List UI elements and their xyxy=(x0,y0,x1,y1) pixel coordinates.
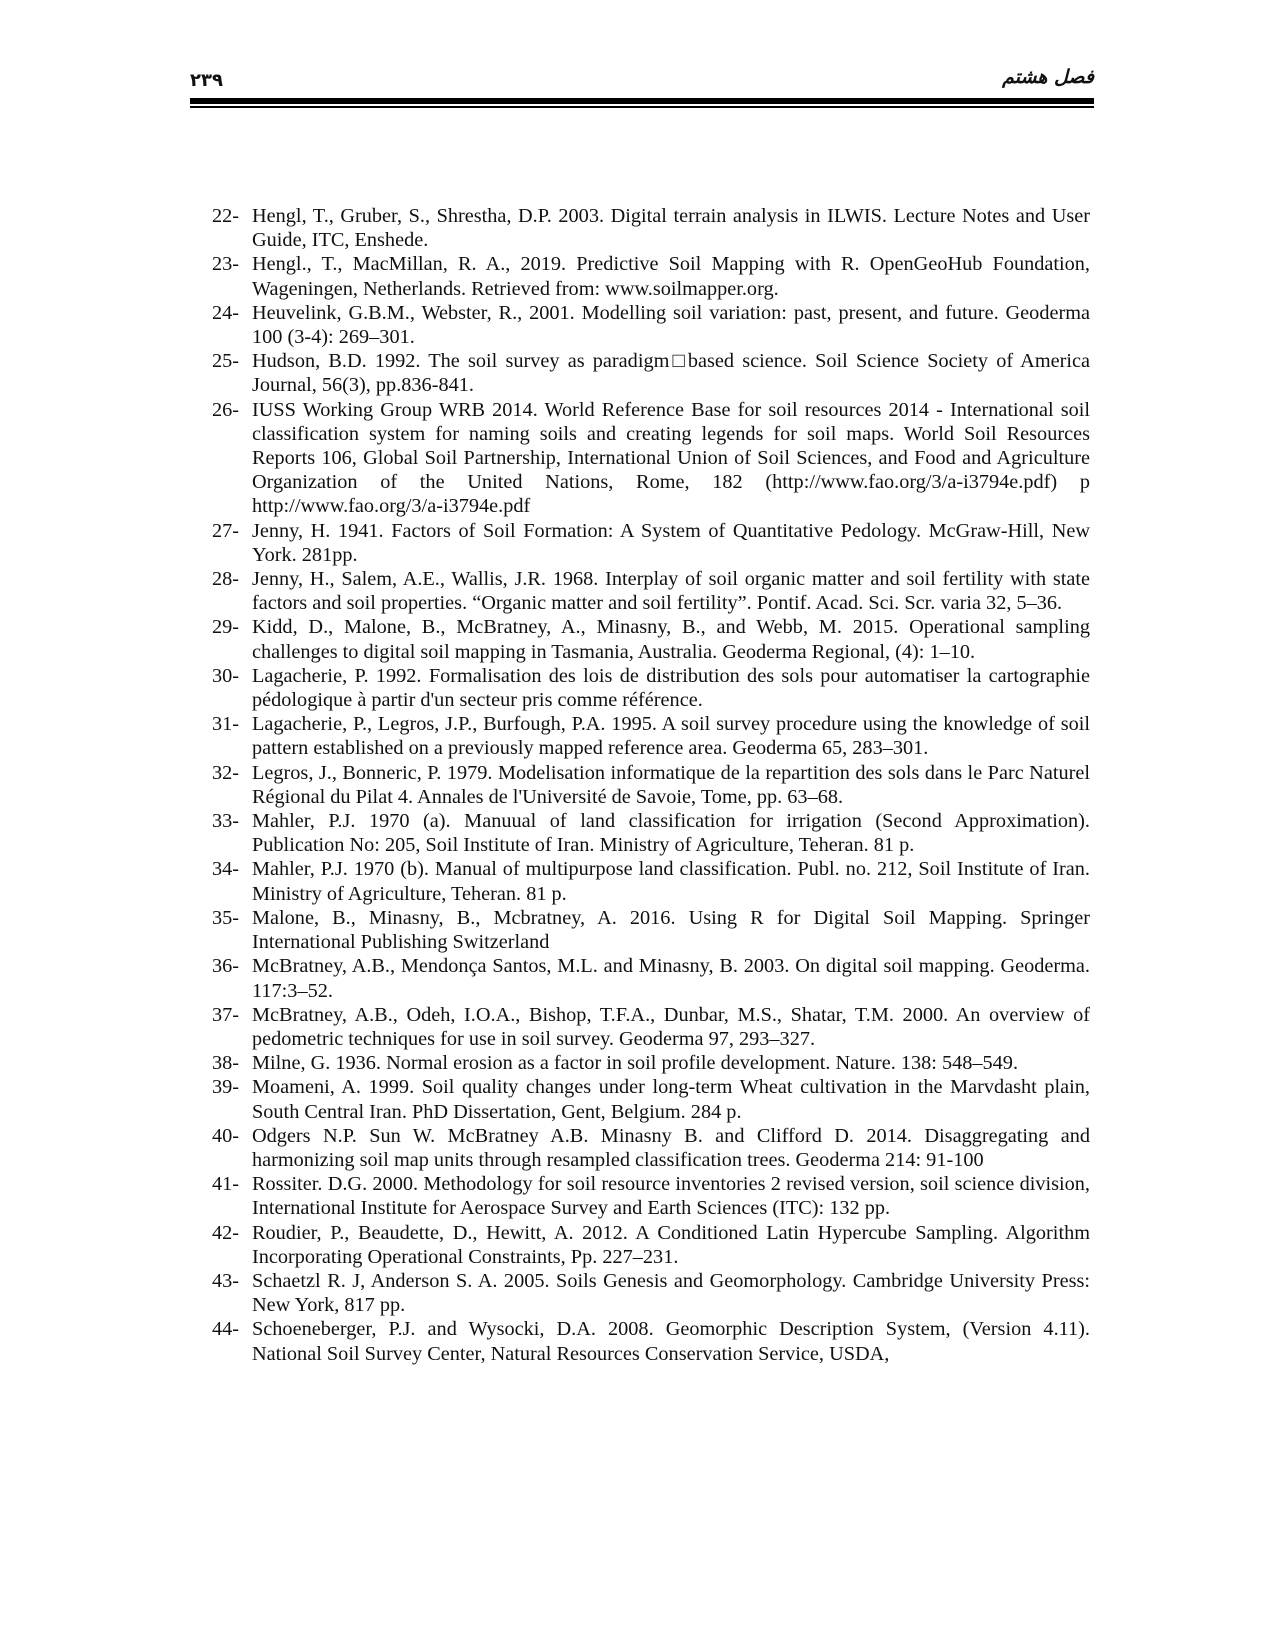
reference-number: 43- xyxy=(212,1269,240,1292)
reference-item xyxy=(212,906,1090,954)
reference-item xyxy=(212,204,1090,252)
reference-number: 24- xyxy=(212,301,240,324)
reference-item xyxy=(212,1051,1090,1075)
reference-number: 28- xyxy=(212,568,240,591)
reference-text: McBratney, A.B., Odeh, I.O.A., Bishop, T.F.A., Dunbar, M.S., Shatar, T.M. 2000. An overview of pedometric techniques for use in soil survey. Geoderma 97, 293–327. xyxy=(252,1003,1090,1050)
reference-item xyxy=(212,1075,1090,1123)
reference-item xyxy=(212,1172,1090,1220)
page-number: ۲۳۹ xyxy=(190,70,223,91)
reference-item xyxy=(212,1269,1090,1317)
reference-item xyxy=(212,712,1090,760)
reference-number: 26- xyxy=(212,398,240,421)
reference-item xyxy=(212,664,1090,712)
reference-text: Mahler, P.J. 1970 (b). Manual of multipurpose land classification. Publ. no. 212, Soil Institute of Iran. Ministry of Agriculture, Teheran. 81 p. xyxy=(252,858,1090,905)
reference-text: Legros, J., Bonneric, P. 1979. Modelisation informatique de la repartition des sols dans le Parc Naturel Régional du Pilat 4. Annales de l'Université de Savoie, Tome, pp. 63–68. xyxy=(252,761,1090,808)
reference-number: 42- xyxy=(212,1221,240,1244)
reference-number: 44- xyxy=(212,1318,240,1341)
header-rule-thin xyxy=(190,106,1094,108)
reference-text: Hudson, B.D. 1992. The soil survey as paradigm□based science. Soil Science Society of America Journal, 56(3), pp.836-841. xyxy=(252,350,1090,397)
reference-number: 40- xyxy=(212,1124,240,1147)
reference-list xyxy=(212,204,1090,1366)
reference-number: 36- xyxy=(212,955,240,978)
reference-item xyxy=(212,1317,1090,1365)
reference-number: 35- xyxy=(212,906,240,929)
chapter-title: فصل هشتم xyxy=(1002,66,1094,88)
reference-number: 25- xyxy=(212,350,240,373)
reference-text: Mahler, P.J. 1970 (a). Manuual of land classification for irrigation (Second Approximation). Publication No: 205, Soil Institute of Iran. Ministry of Agriculture, Teheran. 81 p. xyxy=(252,810,1090,857)
reference-number: 31- xyxy=(212,713,240,736)
reference-text: Hengl., T., MacMillan, R. A., 2019. Predictive Soil Mapping with R. OpenGeoHub Foundation, Wageningen, Netherlands. Retrieved from: www.soilmapper.org. xyxy=(252,253,1090,300)
reference-number: 32- xyxy=(212,761,240,784)
reference-item xyxy=(212,761,1090,809)
reference-number: 29- xyxy=(212,616,240,639)
reference-item xyxy=(212,954,1090,1002)
reference-text: Schaetzl R. J, Anderson S. A. 2005. Soils Genesis and Geomorphology. Cambridge University Press: New York, 817 pp. xyxy=(252,1269,1090,1317)
reference-text: Schoeneberger, P.J. and Wysocki, D.A. 2008. Geomorphic Description System, (Version 4.11). National Soil Survey Center, Natural Resources Conservation Service, USDA, xyxy=(252,1318,1090,1365)
reference-text: Kidd, D., Malone, B., McBratney, A., Minasny, B., and Webb, M. 2015. Operational sampling challenges to digital soil mapping in Tasmania, Australia. Geoderma Regional, (4): 1–10. xyxy=(252,616,1090,663)
reference-item xyxy=(212,809,1090,857)
reference-item xyxy=(212,1221,1090,1269)
reference-item xyxy=(212,398,1090,519)
reference-item xyxy=(212,1003,1090,1051)
reference-item xyxy=(212,301,1090,349)
reference-text: Heuvelink, G.B.M., Webster, R., 2001. Modelling soil variation: past, present, and future. Geoderma 100 (3-4): 269–301. xyxy=(252,301,1090,349)
reference-number: 41- xyxy=(212,1173,240,1196)
reference-item xyxy=(212,857,1090,905)
reference-number: 38- xyxy=(212,1052,240,1075)
reference-item xyxy=(212,1124,1090,1172)
reference-text: McBratney, A.B., Mendonça Santos, M.L. and Minasny, B. 2003. On digital soil mapping. Geoderma. 117:3–52. xyxy=(252,955,1090,1002)
reference-text: Lagacherie, P., Legros, J.P., Burfough, P.A. 1995. A soil survey procedure using the knowledge of soil pattern established on a previously mapped reference area. Geoderma 65, 283–301. xyxy=(252,713,1090,760)
reference-item xyxy=(212,252,1090,300)
reference-item xyxy=(212,519,1090,567)
reference-item xyxy=(212,567,1090,615)
reference-item xyxy=(212,615,1090,663)
reference-number: 34- xyxy=(212,858,240,881)
reference-text: Jenny, H., Salem, A.E., Wallis, J.R. 1968. Interplay of soil organic matter and soil fertility with state factors and soil properties. “Organic matter and soil fertility”. Pontif. Acad. Sci. Scr. varia 32, 5–36. xyxy=(252,568,1090,615)
reference-number: 27- xyxy=(212,519,240,542)
reference-text: Moameni, A. 1999. Soil quality changes under long-term Wheat cultivation in the Marvdasht plain, South Central Iran. PhD Dissertation, Gent, Belgium. 284 p. xyxy=(252,1076,1090,1123)
reference-text: Odgers N.P. Sun W. McBratney A.B. Minasny B. and Clifford D. 2014. Disaggregating and harmonizing soil map units through resampled classification trees. Geoderma 214: 91-100 xyxy=(252,1124,1090,1171)
page-header xyxy=(190,66,1094,90)
reference-number: 33- xyxy=(212,810,240,833)
reference-number: 37- xyxy=(212,1003,240,1026)
reference-text: Lagacherie, P. 1992. Formalisation des lois de distribution des sols pour automatiser la cartographie pédologique à partir d'un secteur pris comme référence. xyxy=(252,664,1090,712)
reference-text: Jenny, H. 1941. Factors of Soil Formation: A System of Quantitative Pedology. McGraw-Hill, New York. 281pp. xyxy=(252,519,1090,566)
reference-text: Malone, B., Minasny, B., Mcbratney, A. 2016. Using R for Digital Soil Mapping. Springer International Publishing Switzerland xyxy=(252,906,1090,954)
reference-text: Milne, G. 1936. Normal erosion as a factor in soil profile development. Nature. 138: 548–549. xyxy=(252,1052,1019,1075)
reference-text: IUSS Working Group WRB 2014. World Reference Base for soil resources 2014 - International soil classification system for naming soils and creating legends for soil maps. World Soil Resources Reports 106, Global Soil Partnership, International Union of Soil Sciences, and Food and Agriculture Organization of the United Nations, Rome, 182 (http://www.fao.org/3/a-i3794e.pdf) p http://www.fao.org/3/a-i3794e.pdf xyxy=(252,398,1090,518)
reference-number: 39- xyxy=(212,1076,240,1099)
reference-text: Roudier, P., Beaudette, D., Hewitt, A. 2012. A Conditioned Latin Hypercube Sampling. Algorithm Incorporating Operational Constraints, Pp. 227–231. xyxy=(252,1221,1090,1268)
reference-number: 30- xyxy=(212,664,240,687)
reference-text: Rossiter. D.G. 2000. Methodology for soil resource inventories 2 revised version, soil science division, International Institute for Aerospace Survey and Earth Sciences (ITC): 132 pp. xyxy=(252,1173,1090,1220)
reference-text: Hengl, T., Gruber, S., Shrestha, D.P. 2003. Digital terrain analysis in ILWIS. Lecture Notes and User Guide, ITC, Enshede. xyxy=(252,205,1090,252)
header-rule-thick xyxy=(190,98,1094,104)
reference-item xyxy=(212,349,1090,397)
reference-number: 22- xyxy=(212,205,240,227)
reference-number: 23- xyxy=(212,253,240,276)
